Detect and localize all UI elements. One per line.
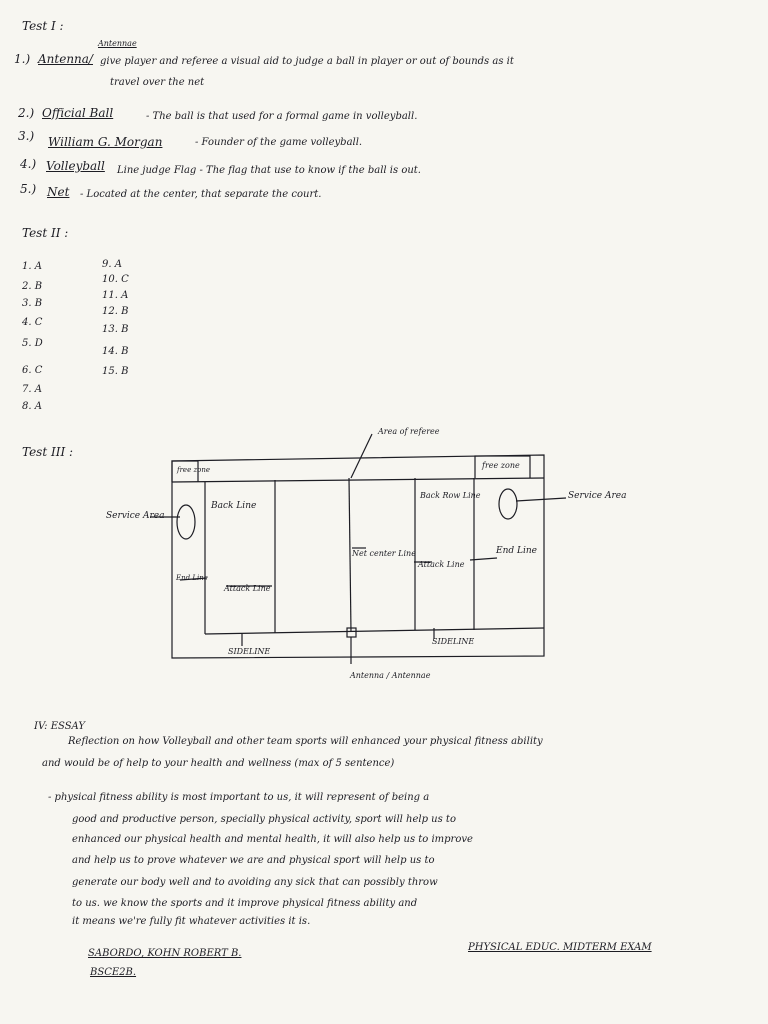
label-antenna: Antenna / Antennae	[350, 671, 431, 680]
net-center-line	[349, 478, 351, 632]
service-area-right-pointer	[516, 498, 566, 501]
test2-answer-8: 8. A	[22, 401, 42, 412]
test1-item2-term: Official Ball	[42, 106, 114, 120]
test4-prompt-line1: Reflection on how Volleyball and other team sports will enhanced your physical fitness ability	[68, 736, 543, 747]
label-back-line: Back Line	[211, 501, 257, 511]
test3-heading: Test III :	[22, 445, 74, 459]
label-service-area-left: Service Area	[106, 511, 165, 521]
test1-item2-number: 2.)	[18, 106, 35, 120]
student-name: SABORDO, KOHN ROBERT B.	[88, 948, 242, 959]
test2-answer-11: 11. A	[102, 290, 129, 301]
service-area-left-circle	[177, 505, 195, 539]
label-sideline-left: SIDELINE	[228, 647, 271, 656]
volleyball-court-diagram	[0, 420, 768, 680]
label-net-center-line: Net center Line	[352, 549, 416, 558]
exam-title: PHYSICAL EDUC. MIDTERM EXAM	[468, 942, 652, 953]
test2-answer-7: 7. A	[22, 384, 42, 395]
essay-line-1: - physical fitness ability is most important to us, it will represent of being a	[48, 792, 430, 803]
service-area-right-circle	[499, 489, 517, 519]
test1-item5-term: Net	[47, 185, 70, 199]
free-zone-line-top	[172, 478, 544, 482]
essay-line-6: to us. we know the sports and it improve physical fitness ability and	[72, 898, 418, 909]
test1-heading: Test I :	[22, 19, 64, 33]
label-sideline-right: SIDELINE	[432, 637, 475, 646]
test1-item1-definition-cont: travel over the net	[110, 77, 205, 88]
test4-heading: IV: ESSAY	[34, 721, 85, 732]
label-back-row-line: Back Row Line	[420, 491, 481, 500]
essay-line-4: and help us to prove whatever we are and physical sport will help us to	[72, 855, 435, 866]
test2-answer-10: 10. C	[102, 274, 129, 285]
test2-answer-6: 6. C	[22, 365, 43, 376]
test1-item3-term: William G. Morgan	[48, 135, 163, 149]
label-area-of-referee: Area of referee	[378, 427, 440, 436]
test2-answer-15: 15. B	[102, 366, 129, 377]
label-service-area-right: Service Area	[568, 491, 627, 501]
label-free-zone-left: free zone	[177, 466, 211, 474]
label-attack-line-left: Attack Line	[224, 584, 271, 593]
test1-item4-definition: Line judge Flag - The flag that use to know if the ball is out.	[117, 165, 421, 176]
student-section: BSCE2B.	[90, 967, 137, 978]
test1-item2-definition: - The ball is that used for a formal game in volleyball.	[146, 111, 418, 122]
test2-answer-9: 9. A	[102, 259, 122, 270]
sideline-inner	[205, 628, 544, 634]
test1-item5-number: 5.)	[20, 182, 37, 196]
referee-arrow-line	[351, 434, 372, 478]
test2-answer-5: 5. D	[22, 338, 43, 349]
test2-answer-3: 3. B	[22, 298, 43, 309]
test1-item1-number: 1.)	[14, 52, 31, 66]
test2-answer-2: 2. B	[22, 281, 43, 292]
test1-item1-term: Antenna/	[38, 52, 93, 66]
test2-answer-13: 13. B	[102, 324, 129, 335]
test2-answer-1: 1. A	[22, 261, 42, 272]
test1-item5-definition: - Located at the center, that separate the court.	[80, 189, 322, 200]
test1-item1-term-alt: Antennae	[98, 39, 137, 48]
test1-item4-term: Volleyball	[46, 159, 105, 173]
essay-line-2: good and productive person, specially physical activity, sport will help us to	[72, 814, 456, 825]
test2-answer-12: 12. B	[102, 306, 129, 317]
test1-item4-number: 4.)	[20, 157, 37, 171]
test2-answer-4: 4. C	[22, 317, 43, 328]
test2-heading: Test II :	[22, 226, 69, 240]
test1-item3-number: 3.)	[18, 129, 35, 143]
label-end-line-right: End Line	[496, 546, 537, 556]
test2-answer-14: 14. B	[102, 346, 129, 357]
test4-prompt-line2: and would be of help to your health and wellness (max of 5 sentence)	[42, 758, 395, 769]
test1-item1-definition: give player and referee a visual aid to judge a ball in player or out of bounds as it	[100, 56, 514, 67]
essay-line-7: it means we're fully fit whatever activities it is.	[72, 916, 311, 927]
essay-line-3: enhanced our physical health and mental health, it will also help us to improve	[72, 834, 473, 845]
label-free-zone-right: free zone	[482, 461, 520, 470]
essay-line-5: generate our body well and to avoiding any sick that can possibly throw	[72, 877, 438, 888]
label-end-line-left: End Line	[176, 574, 208, 582]
test1-item3-definition: - Founder of the game volleyball.	[195, 137, 363, 148]
label-attack-line-right: Attack Line	[418, 560, 465, 569]
